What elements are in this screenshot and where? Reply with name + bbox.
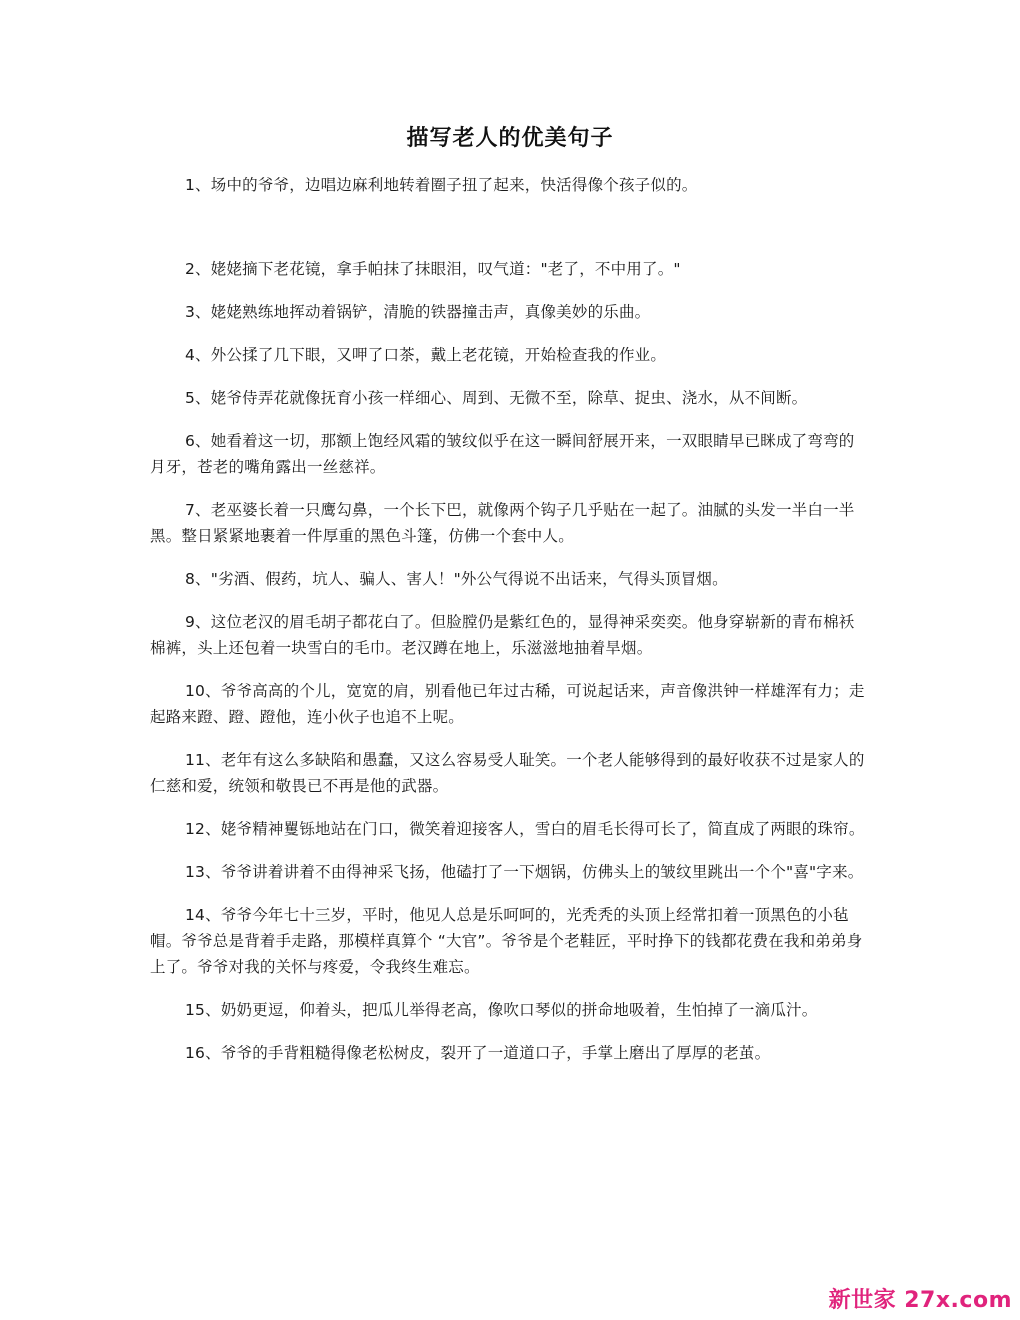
paragraph-1: 1、场中的爷爷，边唱边麻利地转着圈子扭了起来，快活得像个孩子似的。 xyxy=(185,176,698,194)
paragraph-5: 5、姥爷侍弄花就像抚育小孩一样细心、周到、无微不至，除草、捉虫、浇水，从不间断。 xyxy=(185,389,808,407)
page-title: 描写老人的优美句子 xyxy=(406,125,614,151)
paragraph-16: 16、爷爷的手背粗糙得像老松树皮，裂开了一道道口子，手掌上磨出了厚厚的老茧。 xyxy=(185,1044,771,1062)
paragraph-13: 13、爷爷讲着讲着不由得神采飞扬，他磕打了一下烟锅，仿佛头上的皱纹里跳出一个个"喜"字来。 xyxy=(185,863,864,881)
paragraph-3: 3、姥姥熟练地挥动着锅铲，清脆的铁器撞击声，真像美妙的乐曲。 xyxy=(185,303,651,321)
paragraph-2: 2、姥姥摘下老花镜，拿手帕抹了抹眼泪，叹气道："老了，不中用了。" xyxy=(185,260,681,278)
paragraph-7: 7、老巫婆长着一只鹰勾鼻，一个长下巴，就像两个钩子几乎贴在一起了。油腻的头发一半白一半黑。整日紧紧地裹着一件厚重的黑色斗篷，仿佛一个套中人。 xyxy=(150,501,855,545)
paragraph-14: 14、爷爷今年七十三岁，平时，他见人总是乐呵呵的，光秃秃的头顶上经常扣着一顶黑色的小毡帽。爷爷总是背着手走路，那模样真算个 “大官”。爷爷是个老鞋匠，平时挣下的钱都花费在我和弟弟身上了。爷爷对我的关怀与疼爱，令我终生难忘。 xyxy=(150,906,863,976)
paragraph-4: 4、外公揉了几下眼，又呷了口茶，戴上老花镜，开始检查我的作业。 xyxy=(185,346,667,364)
paragraph-11: 11、老年有这么多缺陷和愚蠢，又这么容易受人耻笑。一个老人能够得到的最好收获不过是家人的仁慈和爱，统领和敬畏已不再是他的武器。 xyxy=(150,751,865,795)
paragraph-10: 10、爷爷高高的个儿，宽宽的肩，别看他已年过古稀，可说起话来，声音像洪钟一样雄浑有力；走起路来蹬、蹬、蹬他，连小伙子也追不上呢。 xyxy=(150,682,865,726)
paragraph-15: 15、奶奶更逗，仰着头，把瓜儿举得老高，像吹口琴似的拼命地吸着，生怕掉了一滴瓜汁。 xyxy=(185,1001,818,1019)
document-body xyxy=(150,172,865,1083)
paragraph-6: 6、她看着这一切，那额上饱经风霜的皱纹似乎在这一瞬间舒展开来，一双眼睛早已眯成了弯弯的月牙，苍老的嘴角露出一丝慈祥。 xyxy=(150,432,855,476)
site-watermark: 新世家 27x.com xyxy=(828,1288,1012,1313)
paragraph-9: 9、这位老汉的眉毛胡子都花白了。但脸膛仍是紫红色的，显得神采奕奕。他身穿崭新的青布棉袄棉裤，头上还包着一块雪白的毛巾。老汉蹲在地上，乐滋滋地抽着旱烟。 xyxy=(150,613,855,657)
paragraph-12: 12、姥爷精神矍铄地站在门口，微笑着迎接客人，雪白的眉毛长得可长了，简直成了两眼的珠帘。 xyxy=(185,820,865,838)
paragraph-8: 8、"劣酒、假药，坑人、骗人、害人！"外公气得说不出话来，气得头顶冒烟。 xyxy=(185,570,728,588)
